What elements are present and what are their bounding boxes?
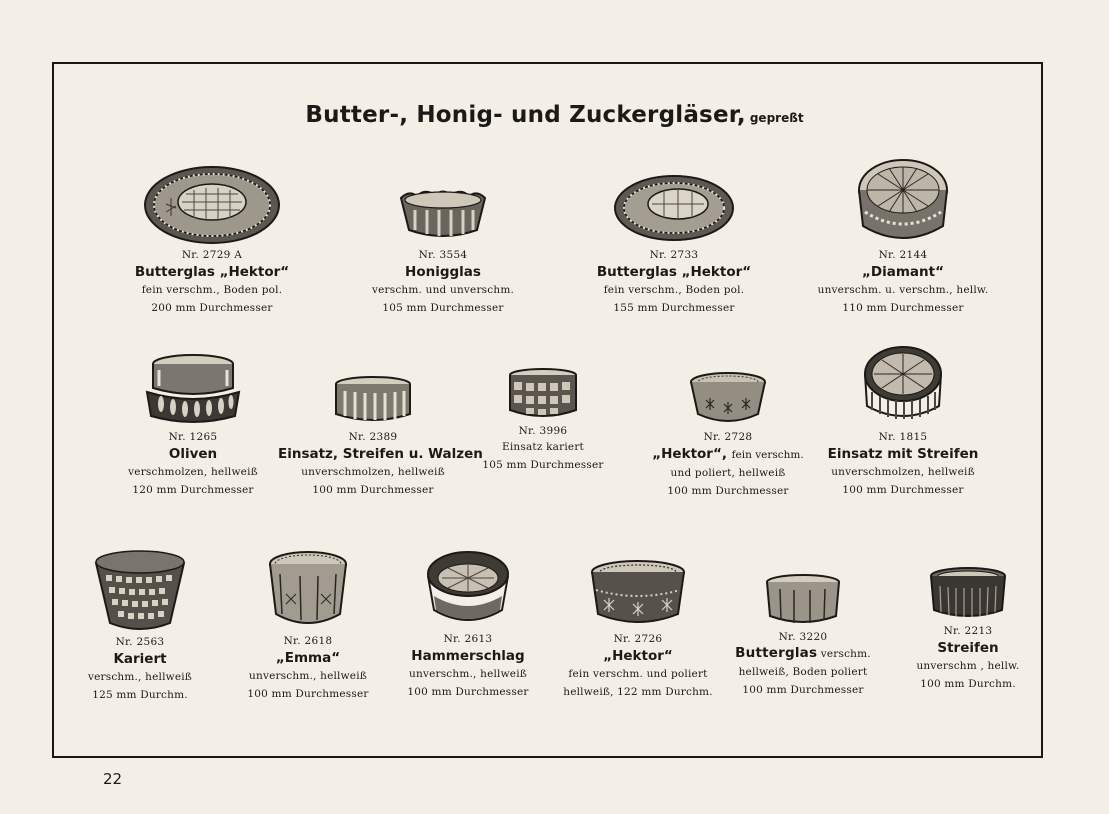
item-size: 200 mm Durchmesser [151,302,273,314]
item-name: Einsatz, Streifen u. Walzen [278,446,483,462]
item-name: Kariert [113,651,167,667]
item-size: 100 mm Durchmesser [667,485,789,497]
olive-dish-icon [145,352,241,428]
item-3220 [728,572,878,699]
item-number: Nr. 2144 [878,249,928,261]
item-2726 [558,558,718,701]
page-title [0,102,1109,128]
item-1265 [118,352,268,499]
item-number: Nr. 1265 [168,431,218,443]
item-number: Nr. 2733 [649,249,699,261]
item-name [643,446,813,464]
oval-butter-dish-icon [612,160,736,246]
item-size: 125 mm Durchm. [92,689,188,701]
item-description: hellweiß, Boden poliert [738,666,868,678]
hektor-oval-bowl-icon [588,558,688,630]
item-description [728,644,878,663]
scalloped-bowl-icon [393,160,493,246]
item-3554 [363,160,523,317]
item-name: Butterglas [735,645,818,661]
item-size: hellweiß, 122 mm Durchm. [563,686,713,698]
item-name: Oliven [168,446,218,462]
item-size: 100 mm Durchmesser [312,484,434,496]
item-name: Streifen [937,640,999,656]
item-number: Nr. 2613 [443,633,493,645]
item-description: unverschm , hellw. [916,660,1020,672]
item-name-main: „Hektor“, [652,446,727,462]
item-number: Nr. 3554 [418,249,468,261]
item-2563 [80,545,200,704]
item-size: 105 mm Durchmesser [382,302,504,314]
item-description: verschm. und unverschm. [371,284,515,296]
item-description: unverschm., hellweiß [249,670,367,682]
item-2618 [238,548,378,703]
item-size: 155 mm Durchmesser [613,302,735,314]
item-size: 100 mm Durchmesser [407,686,529,698]
hektor-bowl-icon [688,370,768,428]
item-description: fein verschm., Boden pol. [141,284,283,296]
item-name: Hammerschlag [411,648,525,664]
item-number: Nr. 2729 A [181,249,243,261]
item-description: verschmolzen, hellweiß [128,466,258,478]
item-number: Nr. 2726 [613,633,663,645]
item-2733 [594,160,754,317]
item-number: Nr. 2563 [115,636,165,648]
item-2613 [398,550,538,701]
checkered-insert-icon [507,366,579,422]
item-description: verschm., hellweiß [87,671,193,683]
item-description: und poliert, hellweiß [670,467,786,479]
item-number: Nr. 2618 [283,635,333,647]
item-name: Einsatz mit Streifen [827,446,979,462]
item-name: „Diamant“ [862,264,944,280]
item-size: 100 mm Durchmesser [842,484,964,496]
item-2729a [132,160,292,317]
item-number: Nr. 2728 [703,431,753,443]
item-description: unverschm. u. verschm., hellw. [817,284,989,296]
item-name: Butterglas „Hektor“ [596,264,752,280]
ribbed-dish-icon [928,566,1008,622]
item-description: unverschmolzen, hellweiß [301,466,445,478]
item-name: Honigglas [405,264,481,280]
item-description-inline: verschm. [820,648,871,660]
oval-butter-dish-icon [142,160,282,246]
item-name: Butterglas „Hektor“ [134,264,290,280]
item-description: Einsatz kariert [502,441,584,453]
title-main: Butter-, Honig- und Zuckergläser, [305,102,746,128]
item-size: 120 mm Durchmesser [132,484,254,496]
checkered-bowl-icon [92,545,188,633]
emma-bowl-icon [266,548,350,632]
item-name: „Hektor“ [603,648,673,664]
item-2389 [278,374,483,499]
title-suffix: gepreßt [749,111,804,125]
striped-bowl-icon [862,344,944,428]
item-2213 [898,566,1038,693]
starburst-bowl-icon [855,156,951,246]
page-number: 22 [103,770,123,788]
paneled-butter-glass-icon [764,572,842,628]
item-size: 110 mm Durchmesser [842,302,964,314]
item-3996 [478,366,608,474]
item-description: unverschm., hellweiß [409,668,527,680]
item-number: Nr. 2389 [348,431,398,443]
item-description: fein verschm. und poliert [568,668,708,680]
item-description: unverschmolzen, hellweiß [831,466,975,478]
item-size: 105 mm Durchmesser [482,459,604,471]
item-2144 [813,156,993,317]
hammered-bowl-icon [426,550,510,630]
striped-insert-icon [333,374,413,428]
item-number: Nr. 3996 [518,425,568,437]
item-size: 100 mm Durchm. [920,678,1016,690]
item-2728 [643,370,813,500]
item-description: fein verschm., Boden pol. [603,284,745,296]
item-name: „Emma“ [275,650,341,666]
item-number: Nr. 2213 [943,625,993,637]
item-size: 100 mm Durchmesser [247,688,369,700]
item-number: Nr. 3220 [778,631,828,643]
item-name-suffix: fein verschm. [731,449,804,461]
item-1815 [818,344,988,499]
item-size: 100 mm Durchmesser [742,684,864,696]
item-number: Nr. 1815 [878,431,928,443]
